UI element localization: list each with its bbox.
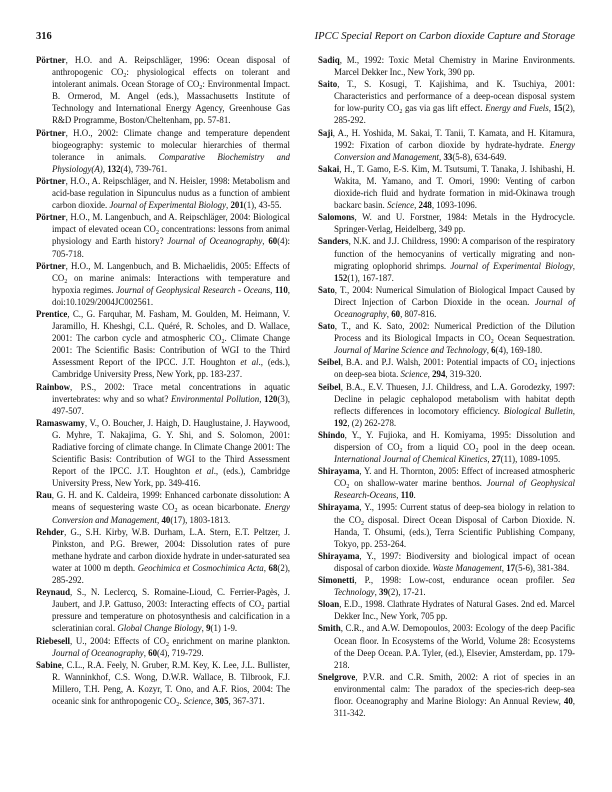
subscript: 2: [176, 701, 180, 708]
reference-entry: [318, 211, 575, 235]
reference-text: , A., H. Yoshida, M. Sakai, T. Tanii, T. Kamata, and H. Kitamura, 1992: Fixation of carbon dioxide by hydrate-hydrate.: [332, 127, 575, 150]
reference-bold-text: Pörtner: [36, 212, 66, 223]
reference-text: , 367-371.: [228, 695, 265, 706]
reference-italic-text: Energy and Fuels: [485, 103, 549, 114]
reference-text: (1) 1-9.: [210, 623, 238, 634]
reference-text: (1), 43-55.: [243, 200, 282, 211]
reference-text: , 1093-1096.: [431, 200, 477, 211]
reference-text: ,: [143, 647, 149, 658]
reference-text: , T., S. Kosugi, T. Kajishima, and K. Tsuchiya, 2001: Characteristics and performance of a deep-ocean disposal system for low-purity CO: [334, 79, 575, 114]
reference-italic-text: Journal of Oceanography: [334, 296, 575, 319]
reference-bold-text: 60: [148, 647, 158, 658]
reference-text: ,: [102, 163, 108, 174]
reference-text: , C.L., R.A. Feely, N. Gruber, R.M. Key, K. Lee, J.L. Bullister, R. Wanninkhof, C.S. Wong, D.W.R. Wallace, B. Tilbrook, F.J. Millero, T.H. Peng, A. Kozyr, T. Ono, and A.F. Rios, 2004: The oceanic sink for anthropogenic CO: [52, 659, 290, 706]
reference-text: ,: [572, 405, 575, 416]
reference-bold-text: 110: [400, 490, 414, 501]
reference-text: ,: [226, 200, 231, 211]
reference-text: ,: [374, 587, 380, 598]
reference-text: ,: [396, 490, 401, 501]
reference-bold-text: 248: [418, 200, 432, 211]
reference-text: concentrations: lessons from animal physiology and Earth history?: [52, 224, 290, 247]
reference-text: ,: [414, 200, 419, 211]
reference-entry: [318, 78, 575, 126]
reference-text: (1), 167-187.: [347, 272, 394, 283]
reference-bold-text: Pörtner: [36, 175, 66, 186]
reference-italic-text: Sea Technology: [334, 575, 575, 598]
reference-text: .: [413, 490, 416, 501]
reference-entry: [318, 284, 575, 320]
subscript: 2: [534, 363, 538, 370]
reference-italic-text: Journal of Experimental Biology: [109, 200, 227, 211]
reference-entry: [318, 127, 575, 163]
reference-italic-text: International Journal of Chemical Kinetics: [334, 454, 488, 465]
reference-bold-text: Sato: [318, 284, 335, 295]
reference-bold-text: 40: [161, 514, 171, 525]
reference-bold-text: Ramaswamy: [36, 417, 85, 428]
subscript: 2: [174, 508, 178, 515]
reference-italic-text: Journal of Experimental Biology: [450, 260, 573, 271]
subscript: 2: [155, 230, 159, 237]
reference-entry: [36, 381, 290, 417]
reference-entry: [36, 175, 290, 211]
reference-entry: [318, 622, 575, 670]
reference-entry: [36, 211, 290, 259]
reference-entry: [318, 381, 575, 429]
reference-text: ,: [210, 695, 216, 706]
reference-text: .: [179, 695, 184, 706]
reference-text: , U., 2004: Effects of CO: [70, 635, 166, 646]
reference-entry: [36, 260, 290, 308]
reference-text: pool in the deep ocean.: [478, 442, 575, 452]
reference-text: ,: [201, 623, 207, 634]
reference-text: on shallow-water marine benthos.: [349, 478, 487, 489]
reference-italic-text: et al: [195, 466, 214, 477]
reference-italic-text: Geochimica et Cosmochimica Acta: [137, 562, 264, 573]
reference-italic-text: et al: [240, 357, 259, 368]
reference-text: , T., and K. Sato, 2002: Numerical Prediction of the Dilution Process and its Biological Impacts in CO: [334, 321, 575, 344]
reference-text: ,: [548, 103, 554, 114]
reference-italic-text: Biological Bulletin: [503, 405, 573, 416]
reference-text: , M., 1992: Toxic Metal Chemistry in Marine Environments. Marcel Dekker Inc., New York, 390 pp.: [334, 55, 575, 78]
reference-italic-text: Energy Conversion and Management: [52, 502, 291, 525]
reference-bold-text: Seibel: [318, 381, 341, 392]
reference-text: , H.O., M. Langenbuch, and A. Reipschläger, 2004: Biological impact of elevated ocean CO: [52, 212, 290, 235]
running-title: IPCC Special Report on Carbon dioxide Capture and Storage: [314, 31, 575, 42]
reference-bold-text: 60: [391, 308, 401, 319]
reference-italic-text: Energy Conversion and Management: [334, 139, 575, 162]
reference-bold-text: 27: [491, 454, 501, 465]
reference-bold-text: 110: [274, 284, 288, 295]
reference-bold-text: 201: [230, 200, 244, 211]
reference-text: , P.V.R. and C.R. Smith, 2002: A riot of species in an environmental calm: The paradox of the species-rich deep-sea floor. Oceanography and Marine Biology: An Annual Review,: [334, 671, 575, 706]
reference-text: ,: [572, 260, 575, 271]
reference-italic-text: Science: [183, 695, 211, 706]
reference-text: , H.O., A. Reipschläger, and N. Heisler, 1998: Metabolism and acid-base regulation in Sipunculus nudus as a function of ambient carbon dioxide.: [52, 175, 290, 211]
reference-bold-text: 294: [432, 369, 446, 380]
reference-italic-text: Comparative Biochemistry and Physiology(A): [52, 151, 290, 174]
reference-entry: [36, 586, 290, 634]
reference-text: , E.D., 1998. Clathrate Hydrates of Natural Gases. 2nd ed. Marcel Dekker Inc., New York, 705 pp.: [334, 599, 575, 622]
reference-text: ,: [262, 236, 269, 247]
reference-bold-text: 17: [506, 562, 516, 573]
reference-text: , H.O. and A. Reipschläger, 1996: Ocean disposal of anthropogenic CO: [52, 55, 290, 78]
reference-entry: [36, 635, 290, 659]
reference-text: , 319-320.: [445, 369, 482, 380]
reference-bold-text: Saji: [318, 127, 333, 138]
subscript: 2: [123, 73, 127, 80]
reference-text: (4), 719-729.: [157, 647, 204, 658]
reference-text: (2), 285-292.: [52, 562, 290, 586]
reference-bold-text: Reynaud: [36, 587, 71, 598]
reference-text: disposal. Direct Ocean Disposal of Carbon Dioxide. N. Handa, T. Ohsumi, (eds.), Terra Scientific Publishing Company, Tokyo, pp. 253-264.: [334, 514, 576, 549]
reference-entry: [36, 659, 290, 707]
reference-bold-text: 68: [268, 562, 278, 573]
reference-text: partial pressure and temperature on photosynthesis and calcification in a scleratinian coral.: [52, 599, 290, 634]
reference-bold-text: 33: [443, 151, 453, 162]
reference-bold-text: 60: [268, 236, 278, 247]
reference-text: , H.O., M. Langenbuch, and B. Michaelidis, 2005: Effects of CO: [52, 260, 290, 283]
reference-text: , H., T. Gamo, E-S. Kim, M. Tsutsumi, T. Tanaka, J. Ishibashi, H. Wakita, M. Yamano, and T. Omori, 1990: Venting of carbon dioxide-rich fluid and hydrate formation in mid-Okinawa trough backarc basin.: [334, 163, 575, 211]
reference-entry: [318, 235, 575, 283]
reference-text: ,: [259, 393, 265, 404]
reference-text: enrichment on marine plankton.: [168, 635, 290, 646]
reference-entry: [318, 465, 575, 501]
page-number: 316: [36, 31, 52, 42]
reference-text: , G. H. and K. Caldeira, 1999: Enhanced carbonate dissolution: A means of sequestering waste CO: [51, 490, 290, 513]
reference-entry: [318, 550, 575, 574]
subscript: 2: [399, 448, 403, 454]
reference-entry: [318, 429, 575, 465]
reference-text: gas via gas lift effect.: [402, 103, 486, 114]
reference-text: , doi:10.1029/2004JC002561.: [52, 284, 291, 307]
reference-bold-text: 39: [379, 587, 388, 598]
reference-text: (4), 739-761.: [120, 163, 168, 174]
reference-text: , P.S., 2002: Trace metal concentrations in aquatic invertebrates: why and so what?: [52, 381, 290, 404]
subscript: 2: [399, 109, 403, 116]
reference-text: , B.A., E.V. Thuesen, J.J. Childress, and L.A. Gorodezky, 1997: Decline in pelagic cephalopod metabolism with habitat depth reflects differences in locomotory efficiency.: [334, 381, 575, 416]
reference-italic-text: Journal of Marine Science and Technology: [334, 345, 487, 356]
reference-text: (17), 1803-1813.: [170, 514, 231, 525]
reference-bold-text: Shirayama: [318, 502, 360, 513]
reference-text: (2), 17-21.: [387, 587, 426, 598]
reference-text: , Y., Y. Fujioka, and H. Komiyama, 1995: Dissolution and dispersion of CO: [334, 429, 575, 452]
reference-text: , C., G. Farquhar, M. Fasham, M. Goulden, M. Heimann, V. Jaramillo, H. Kheshgi, C.L. Quéré, R. Scholes, and D. Wallace, 2001: The carbon cycle and atmospheric CO: [52, 308, 290, 344]
reference-text: (4), 169-180.: [495, 345, 543, 356]
reference-entry: [318, 163, 575, 211]
subscript: 2: [490, 339, 494, 346]
subscript: 2: [346, 484, 350, 491]
reference-bold-text: 9: [206, 623, 211, 634]
reference-bold-text: 132: [107, 163, 121, 174]
reference-bold-text: 152: [334, 272, 348, 283]
reference-text: , 807-816.: [400, 308, 437, 319]
reference-italic-text: Science: [386, 200, 415, 211]
reference-bold-text: Shirayama: [318, 466, 360, 477]
reference-text: ,: [386, 308, 392, 319]
reference-text: ., (eds.), Cambridge University Press, New York, pp. 183-237.: [52, 357, 290, 380]
reference-italic-text: Waste Management: [432, 562, 502, 573]
references-right-column: [318, 54, 575, 719]
references-left-column: [36, 54, 290, 707]
reference-bold-text: Sadiq: [318, 55, 340, 65]
reference-text: (4): 705-718.: [52, 236, 291, 259]
reference-entry: [36, 417, 290, 490]
reference-entry: [318, 320, 575, 356]
reference-entry: [36, 54, 290, 127]
reference-text: , V., O. Boucher, J. Haigh, D. Hauglustaine, J. Haywood, G. Myhre, T. Nakajima, G. Y. Shi, and S. Solomon, 2001: Radiative forcing of climate change. In Climate Change 2001: The Scientific Basis: Contribution of WGI to the Third Assessment Report of the IPCC. J.T. Houghton: [52, 417, 290, 477]
reference-italic-text: Science: [400, 369, 428, 380]
reference-text: ,: [427, 369, 433, 380]
reference-text: ,: [270, 284, 275, 295]
reference-entry: [36, 308, 290, 381]
reference-italic-text: Journal of Oceanography: [167, 236, 263, 247]
subscript: 2: [221, 339, 225, 346]
reference-text: , W. and U. Forstner, 1984: Metals in the Hydrocycle. Springer-Verlag, Heidelberg, 349 pp.: [334, 212, 575, 235]
reference-text: ,: [263, 562, 269, 573]
reference-text: , H.O., 2002: Climate change and temperature dependent biogeography: systemic to molecular hierarchies of thermal tolerance in animals.: [52, 127, 290, 162]
reference-text: ,: [439, 151, 444, 162]
subscript: 2: [199, 85, 203, 92]
subscript: 2: [165, 641, 169, 648]
reference-text: ,: [157, 514, 162, 525]
reference-bold-text: Seibel: [318, 357, 341, 368]
reference-text: Ocean Sequestration.: [493, 333, 575, 344]
reference-bold-text: Pörtner: [36, 127, 66, 138]
reference-text: , C.R., and A.W. Demopoulos, 2003: Ecology of the deep Pacific Ocean floor. In Ecosystems of the World, Volume 28: Ecosystems of the Deep Ocean. P.A. Tyler, (ed.), Elsevier, Amsterdam, pp. 179-218.: [334, 623, 575, 670]
reference-italic-text: Journal of Geophysical Research - Oceans: [116, 284, 271, 295]
reference-text: ,: [501, 562, 507, 573]
reference-text: injections on deep-sea biota.: [334, 357, 575, 380]
reference-bold-text: 40: [563, 695, 573, 706]
reference-text: on marine animals: Interactions with temperature and hypoxia regimes.: [52, 272, 290, 295]
reference-entry: [318, 54, 575, 78]
reference-text: from a liquid CO: [402, 442, 476, 452]
reference-text: , T., 2004: Numerical Simulation of Biological Impact Caused by Direct Injection of Carbon Dioxide in the ocean.: [334, 284, 575, 307]
reference-entry: [318, 501, 575, 549]
reference-bold-text: Rehder: [36, 526, 65, 537]
reference-bold-text: 120: [264, 393, 278, 404]
reference-text: ,: [486, 345, 492, 356]
reference-bold-text: Riebesell: [36, 635, 71, 646]
reference-bold-text: Sakai: [318, 163, 340, 174]
subscript: 2: [261, 605, 265, 612]
reference-text: , B.A. and P.J. Walsh, 2001: Potential impacts of CO: [340, 357, 535, 368]
reference-entry: [36, 127, 290, 175]
reference-bold-text: Prentice: [36, 308, 68, 319]
reference-bold-text: Rainbow: [36, 381, 71, 392]
reference-italic-text: Environmental Pollution: [171, 393, 260, 404]
reference-italic-text: Journal of Geophysical Research-Oceans: [334, 478, 576, 501]
reference-bold-text: Simonetti: [318, 575, 355, 586]
reference-text: (3), 497-507.: [52, 393, 291, 416]
reference-bold-text: Pörtner: [36, 260, 66, 271]
reference-entry: [318, 598, 575, 622]
subscript: 2: [361, 520, 365, 527]
reference-bold-text: Sato: [318, 321, 335, 332]
reference-text: , Y. and H. Thornton, 2005: Effect of increased atmospheric CO: [334, 466, 575, 489]
reference-bold-text: 6: [491, 345, 496, 356]
reference-text: (5-6), 381-384.: [515, 562, 570, 573]
reference-bold-text: Rau: [36, 490, 52, 501]
reference-bold-text: Sanders: [318, 236, 349, 247]
reference-entry: [318, 574, 575, 598]
reference-bold-text: Salomons: [318, 212, 355, 223]
reference-text: ., (eds.), Cambridge University Press, New York, pp. 349-416.: [52, 466, 290, 489]
reference-text: ,: [487, 454, 492, 465]
reference-entry: [36, 489, 290, 525]
reference-bold-text: Sloan: [318, 599, 340, 610]
reference-text: , G., S.H. Kirby, W.B. Durham, L.A. Stern, E.T. Peltzer, J. Pinkston, and P.G. Brewer, 2004: Dissolution rates of pure methane hydrate and carbon dioxide hydrate in under-saturated sea water at 1000 m depth.: [52, 526, 290, 573]
reference-bold-text: 15: [553, 103, 563, 114]
reference-text: (11), 1089-1095.: [500, 454, 561, 465]
reference-text: , 311-342.: [334, 695, 575, 719]
reference-bold-text: Sabine: [36, 659, 62, 670]
reference-text: : physiological effects on tolerant and intolerant animals. Ocean Storage of CO: [52, 67, 290, 90]
reference-text: (2), 285-292.: [334, 103, 576, 126]
reference-bold-text: 305: [215, 695, 229, 706]
reference-bold-text: Snelgrove: [318, 671, 356, 682]
subscript: 2: [64, 278, 68, 285]
reference-text: , Y., 1997: Biodiversity and biological impact of ocean disposal of carbon dioxide.: [334, 550, 575, 573]
reference-text: , N.K. and J.J. Childress, 1990: A comparison of the respiratory function of the hemocyanins of vertically migrating and non-migrating oplophorid shrimps.: [334, 236, 575, 271]
reference-text: . Climate Change 2001: The Scientific Basis: Contribution of WGI to the Third Assessment Report of the IPCC. J.T. Houghton: [52, 333, 290, 368]
reference-italic-text: Journal of Oceanography: [52, 647, 144, 658]
reference-text: , Y., 1995: Current status of deep-sea biology in relation to the CO: [334, 502, 575, 525]
reference-bold-text: 192: [334, 417, 348, 428]
reference-text: as ocean bicarbonate.: [177, 502, 265, 513]
reference-text: , (2) 262-278.: [347, 417, 397, 428]
reference-bold-text: Shirayama: [318, 550, 360, 561]
reference-entry: [318, 671, 575, 719]
reference-bold-text: Pörtner: [36, 55, 66, 65]
reference-text: , P., 1998: Low-cost, endurance ocean profiler.: [354, 575, 563, 586]
reference-text: , S., N. Leclercq, S. Romaine-Lioud, C. Ferrier-Pagès, J. Jaubert, and J.P. Gattuso, 2003: Interacting effects of CO: [52, 587, 290, 610]
reference-text: (5-8), 634-649.: [452, 151, 507, 162]
reference-text: : Environmental Impact. B. Ormerod, M. Angel (eds.), Massachusetts Institute of Technology and International Energy Agency, Greenhouse Gas R&D Programme, Boston/Cheltenham, pp. 57-81.: [52, 79, 290, 126]
reference-entry: [318, 356, 575, 380]
reference-entry: [36, 526, 290, 586]
reference-bold-text: Shindo: [318, 429, 345, 440]
subscript: 2: [475, 448, 479, 454]
reference-bold-text: Smith: [318, 623, 341, 634]
reference-bold-text: Saito: [318, 79, 338, 90]
reference-italic-text: Global Change Biology: [117, 623, 202, 634]
